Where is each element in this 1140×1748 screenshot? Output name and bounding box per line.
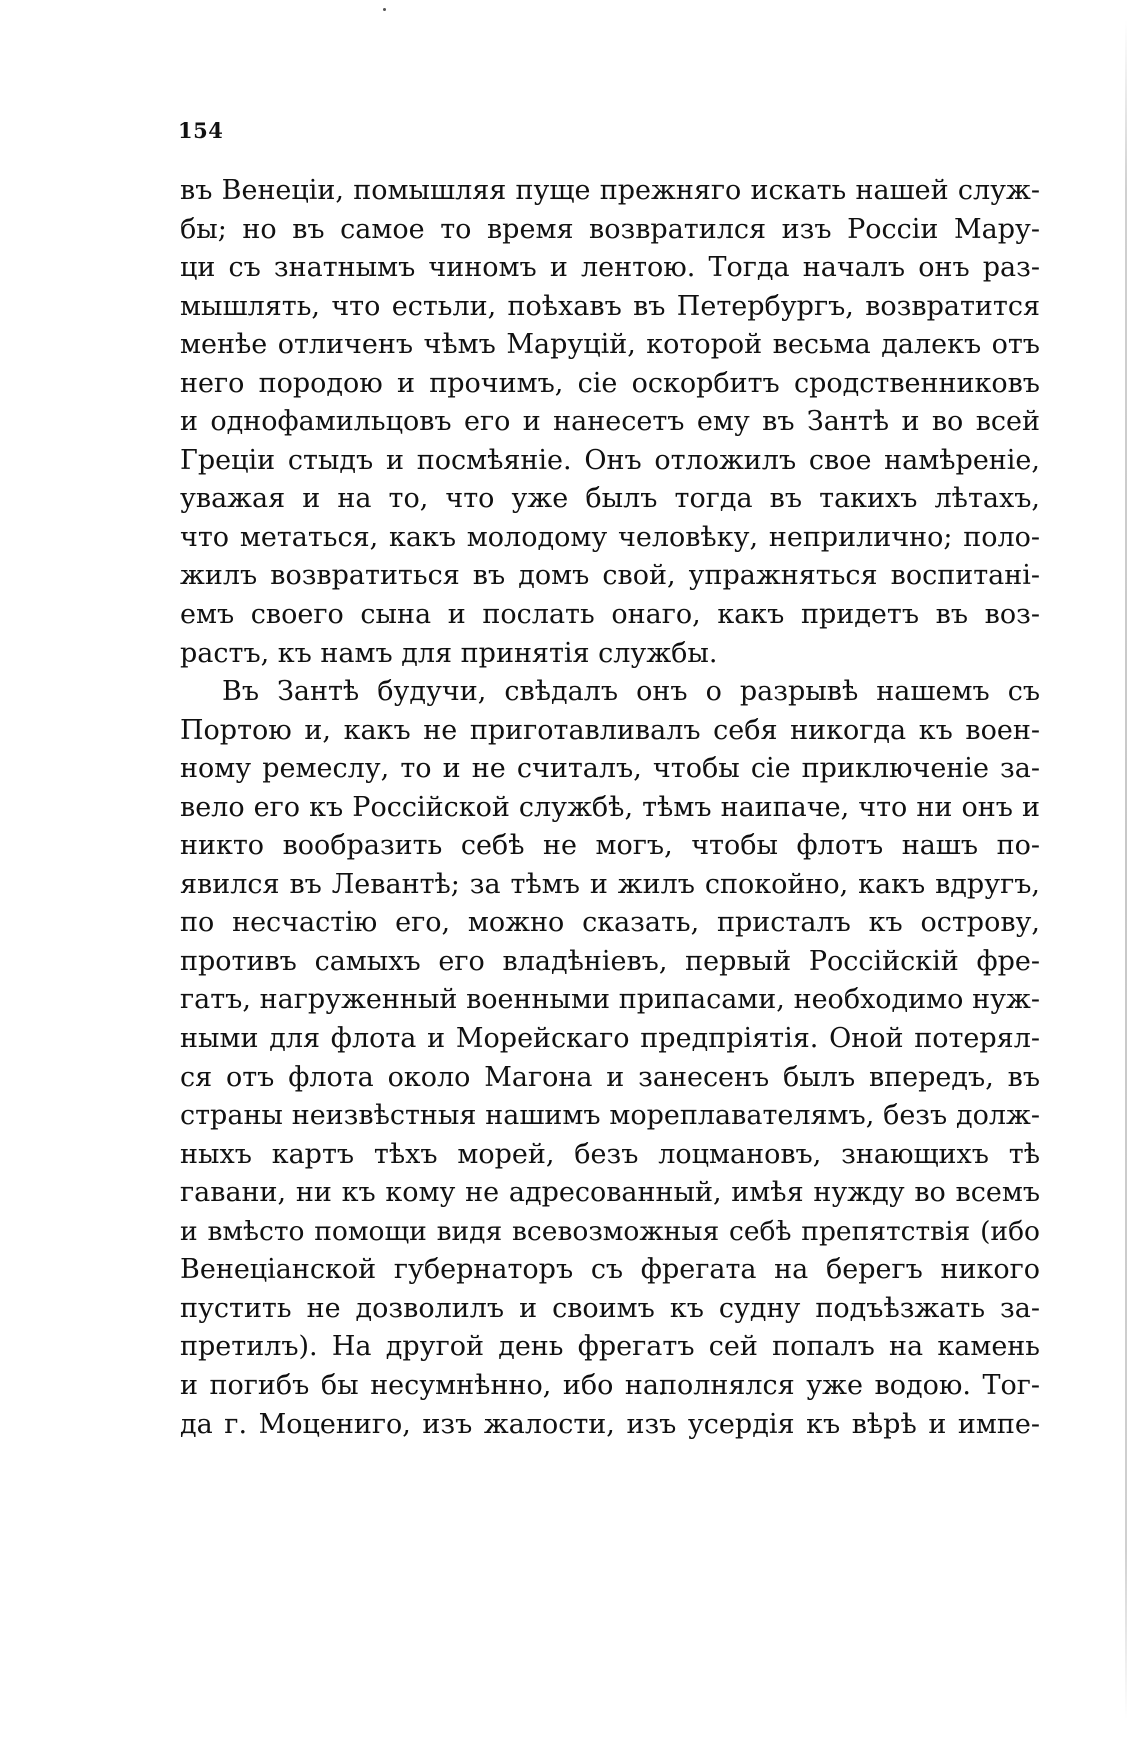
- text-line: емъ своего сына и послать онаго, какъ придетъ въ воз-: [180, 599, 1040, 631]
- text-line: да г. Моцениго, изъ жалости, изъ усердія къ вѣрѣ и импе-: [180, 1408, 1040, 1440]
- text-line: ныхъ картъ тѣхъ морей, безъ лоцмановъ, знающихъ тѣ: [180, 1138, 1040, 1170]
- text-line: Греціи стыдъ и посмѣяніе. Онъ отложилъ свое намѣреніе,: [180, 444, 1040, 476]
- text-line: ци съ знатнымъ чиномъ и лентою. Тогда началъ онъ раз-: [180, 252, 1040, 284]
- text-line: ся отъ флота около Магона и занесенъ былъ впередъ, въ: [180, 1061, 1040, 1093]
- text-line: мышлять, что естьли, поѣхавъ въ Петербургъ, возвратится: [180, 290, 1040, 322]
- scan-speck: [383, 8, 386, 11]
- text-line: и однофамильцовъ его и нанесетъ ему въ Зантѣ и во всей: [180, 406, 1040, 438]
- text-line: гавани, ни къ кому не адресованный, имѣя нужду во всемъ: [180, 1177, 1040, 1209]
- text-line: вело его къ Россійской службѣ, тѣмъ наипаче, что ни онъ и: [180, 791, 1040, 823]
- text-line: явился въ Левантѣ; за тѣмъ и жилъ спокойно, какъ вдругъ,: [180, 868, 1040, 900]
- text-line: претилъ). На другой день фрегатъ сей попалъ на камень: [180, 1331, 1040, 1363]
- text-line: по несчастію его, можно сказать, присталъ къ острову,: [180, 907, 1040, 939]
- text-line: ному ремеслу, то и не считалъ, чтобы сіе приключеніе за-: [180, 753, 1040, 785]
- page-number: 154: [178, 118, 224, 143]
- text-line: менѣе отличенъ чѣмъ Маруцій, которой весьма далекъ отъ: [180, 329, 1040, 361]
- paragraph-start-line: Въ Зантѣ будучи, свѣдалъ онъ о разрывѣ нашемъ съ: [222, 676, 1040, 708]
- text-line: пустить не дозволилъ и своимъ къ судну подъѣзжать за-: [180, 1292, 1040, 1324]
- text-line: и вмѣсто помощи видя всевозможныя себѣ препятствія (ибо: [180, 1215, 1040, 1247]
- text-line: Венеціанской губернаторъ съ фрегата на берегъ никого: [180, 1254, 1040, 1286]
- text-line: уважая и на то, что уже былъ тогда въ такихъ лѣтахъ,: [180, 483, 1040, 515]
- text-line: Портою и, какъ не приготавливалъ себя никогда къ воен-: [180, 714, 1040, 746]
- text-line: бы; но въ самое то время возвратился изъ Россіи Мару-: [180, 213, 1040, 245]
- text-line: гатъ, нагруженный военными припасами, необходимо нуж-: [180, 984, 1040, 1016]
- text-line: никто вообразить себѣ не могъ, чтобы флотъ нашъ по-: [180, 830, 1040, 862]
- text-line: противъ самыхъ его владѣніевъ, первый Россійскій фре-: [180, 945, 1040, 977]
- text-line: страны неизвѣстныя нашимъ мореплавателямъ, безъ долж-: [180, 1100, 1040, 1132]
- text-line: ными для флота и Морейскаго предпріятія. Оной потерял-: [180, 1023, 1040, 1055]
- text-line: и погибъ бы несумнѣнно, ибо наполнялся уже водою. Тог-: [180, 1369, 1040, 1401]
- text-line: въ Венеціи, помышляя пуще прежняго искать нашей служ-: [180, 175, 1040, 206]
- text-line: растъ, къ намъ для принятія службы.: [180, 637, 718, 669]
- text-line: жилъ возвратиться въ домъ свой, упражняться воспитані-: [180, 560, 1040, 592]
- text-line: что метаться, какъ молодому человѣку, неприлично; поло-: [180, 521, 1040, 553]
- text-line: него породою и прочимъ, сіе оскорбитъ сродственниковъ: [180, 367, 1040, 399]
- scan-edge-line: [1125, 20, 1127, 1720]
- body-text: [180, 172, 1040, 1444]
